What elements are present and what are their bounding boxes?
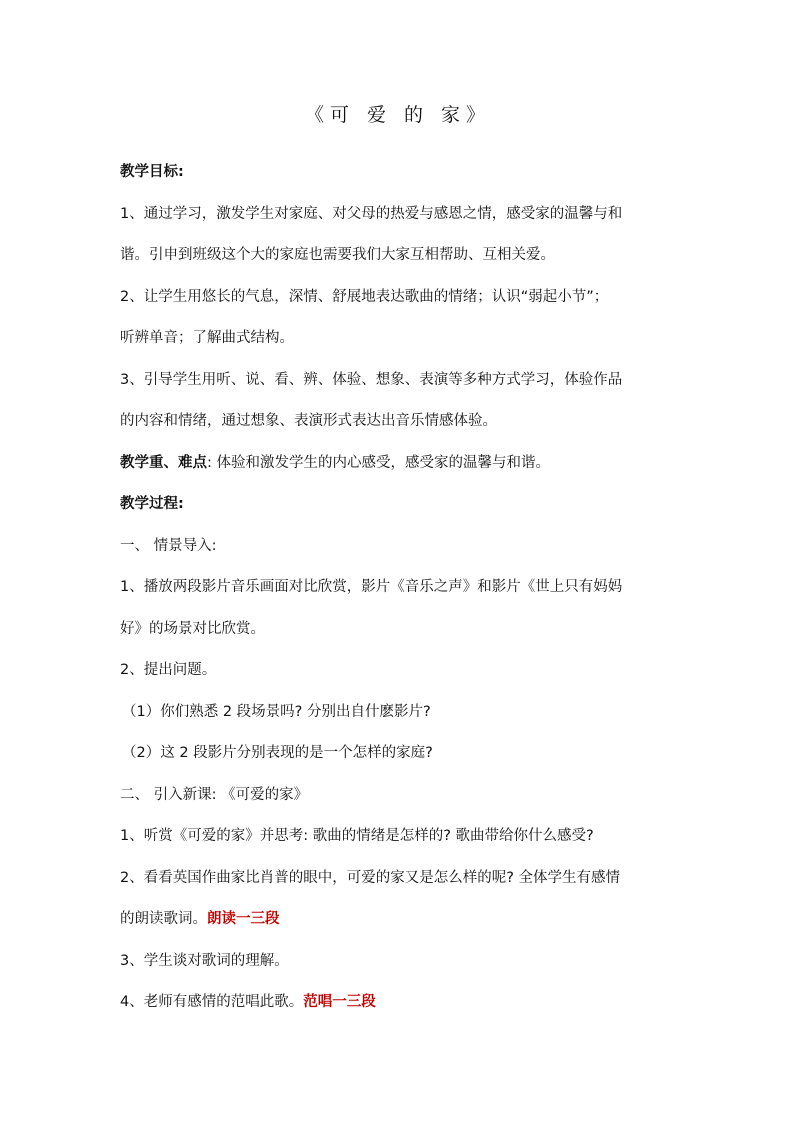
goal-2-line-1: 2、让学生用悠长的气息，深情、舒展地表达歌曲的情绪；认识“弱起小节”； — [120, 288, 609, 305]
goal-1-line-1: 1、通过学习，激发学生对家庭、对父母的热爱与感恩之情，感受家的温馨与和 — [120, 205, 623, 222]
section-2-item-2-text: 的朗读歌词。 — [120, 911, 207, 927]
process-heading: 教学过程: — [120, 496, 184, 512]
read-aloud-note: 朗读一三段 — [207, 911, 280, 927]
key-points-label: 教学重、难点 — [120, 454, 207, 471]
section-1-item-1-line-2: 好》的场景对比欣赏。 — [120, 620, 265, 637]
section-1-title: 一、 情景导入: — [120, 537, 217, 554]
section-2-item-2-line-2 — [120, 899, 676, 941]
goal-3-line-1: 3、引导学生用听、说、看、辨、体验、想象、表演等多种方式学习，体验作品 — [120, 371, 623, 388]
section-2-item-1: 1、听赏《可爱的家》并思考: 歌曲的情绪是怎样的? 歌曲带给你什么感受? — [120, 828, 594, 844]
section-1-question-2: （2）这 2 段影片分别表现的是一个怎样的家庭? — [122, 745, 433, 761]
section-2-item-4-text: 4、老师有感情的范唱此歌。 — [120, 994, 304, 1010]
demo-singing-note: 范唱一三段 — [303, 994, 376, 1010]
goal-3-line-2: 的内容和情绪，通过想象、表演形式表达出音乐情感体验。 — [120, 413, 497, 429]
key-points — [120, 443, 676, 485]
section-2-item-2-line-1: 2、看看英国作曲家比肖普的眼中，可爱的家又是怎么样的呢? 全体学生有感情 — [120, 869, 621, 886]
section-2-item-3: 3、学生谈对歌词的理解。 — [120, 952, 289, 969]
goals-heading: 教学目标: — [120, 164, 184, 180]
section-1-question-1: （1）你们熟悉 2 段场景吗? 分别出自什麽影片? — [122, 703, 431, 720]
section-2-item-4 — [120, 982, 676, 1024]
document-title: 《可 爱 的 家》 — [304, 104, 492, 126]
document-page — [120, 100, 676, 1024]
goal-1-line-2: 谐。引申到班级这个大的家庭也需要我们大家互相帮助、互相关爱。 — [120, 247, 555, 263]
section-1-item-2: 2、提出问题。 — [120, 662, 217, 678]
section-2-title: 二、 引入新课: 《可爱的家》 — [120, 786, 309, 803]
key-points-text: : 体验和激发学生的内心感受，感受家的温馨与和谐。 — [207, 454, 550, 471]
section-1-item-1-line-1: 1、播放两段影片音乐画面对比欣赏，影片《音乐之声》和影片《世上只有妈妈 — [120, 579, 623, 595]
goal-2-line-2: 听辨单音；了解曲式结构。 — [120, 330, 294, 346]
